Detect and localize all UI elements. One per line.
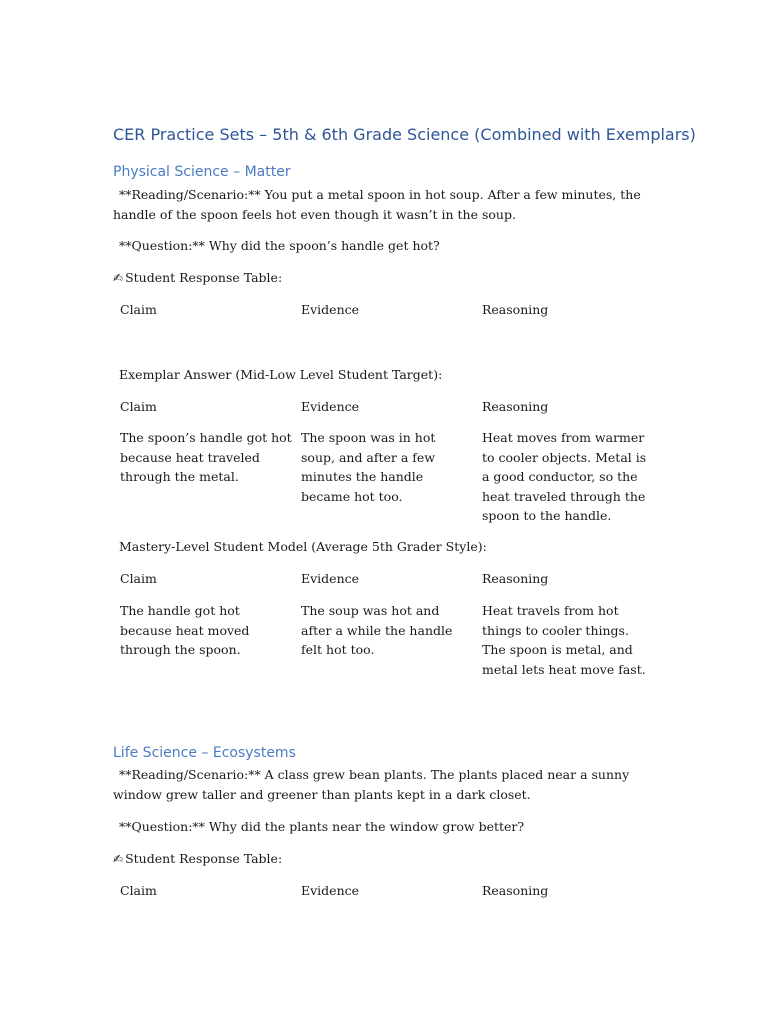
table-cell-reasoning: Heat travels from hot things to cooler things. The spoon is metal, and metal lets heat move fast.	[482, 603, 646, 677]
table-header-claim: Claim	[120, 399, 157, 414]
table-cell-evidence: The soup was hot and after a while the handle felt hot too.	[301, 603, 453, 657]
scenario-text: **Reading/Scenario:** A class grew bean plants. The plants placed near a sunny window grew taller and greener than plants kept in a dark closet.	[113, 767, 630, 802]
response-table-label	[113, 268, 653, 289]
pencil-icon: ✍	[113, 271, 124, 285]
table-header-reasoning: Reasoning	[482, 571, 549, 586]
table-cell-reasoning: Heat moves from warmer to cooler objects. Metal is a good conductor, so the heat traveled through the spoon to the handle.	[482, 430, 647, 523]
mastery-label: Mastery-Level Student Model (Average 5th Grader Style):	[119, 539, 487, 554]
exemplar-label: Exemplar Answer (Mid-Low Level Student Target):	[119, 367, 443, 382]
table-header-evidence: Evidence	[301, 571, 360, 586]
table-cell-claim: The handle got hot because heat moved through the spoon.	[120, 603, 250, 657]
scenario-text: **Reading/Scenario:** You put a metal spoon in hot soup. After a few minutes, the handle of the spoon feels hot even though it wasn’t in the soup.	[113, 187, 641, 222]
document-title: CER Practice Sets – 5th & 6th Grade Science (Combined with Exemplars)	[113, 125, 696, 144]
table-header-claim: Claim	[120, 571, 157, 586]
section-heading-life-science: Life Science – Ecosystems	[113, 745, 296, 761]
table-header-reasoning: Reasoning	[482, 883, 549, 898]
table-header-claim: Claim	[120, 302, 157, 317]
section-heading-physical-science: Physical Science – Matter	[113, 164, 291, 180]
table-header-evidence: Evidence	[301, 883, 360, 898]
table-header-evidence: Evidence	[301, 399, 360, 414]
table-header-reasoning: Reasoning	[482, 399, 549, 414]
question-text: **Question:** Why did the spoon’s handle get hot?	[119, 238, 440, 253]
pencil-icon: ✍	[113, 852, 124, 866]
response-table-label-text: Student Response Table:	[125, 270, 283, 285]
question-text: **Question:** Why did the plants near the window grow better?	[119, 819, 525, 834]
response-table-label	[113, 849, 653, 870]
table-cell-claim: The spoon’s handle got hot because heat traveled through the metal.	[120, 430, 292, 484]
response-table-label-text: Student Response Table:	[125, 851, 283, 866]
table-header-reasoning: Reasoning	[482, 302, 549, 317]
table-cell-evidence: The spoon was in hot soup, and after a few minutes the handle became hot too.	[301, 430, 436, 504]
table-header-claim: Claim	[120, 883, 157, 898]
table-header-evidence: Evidence	[301, 302, 360, 317]
